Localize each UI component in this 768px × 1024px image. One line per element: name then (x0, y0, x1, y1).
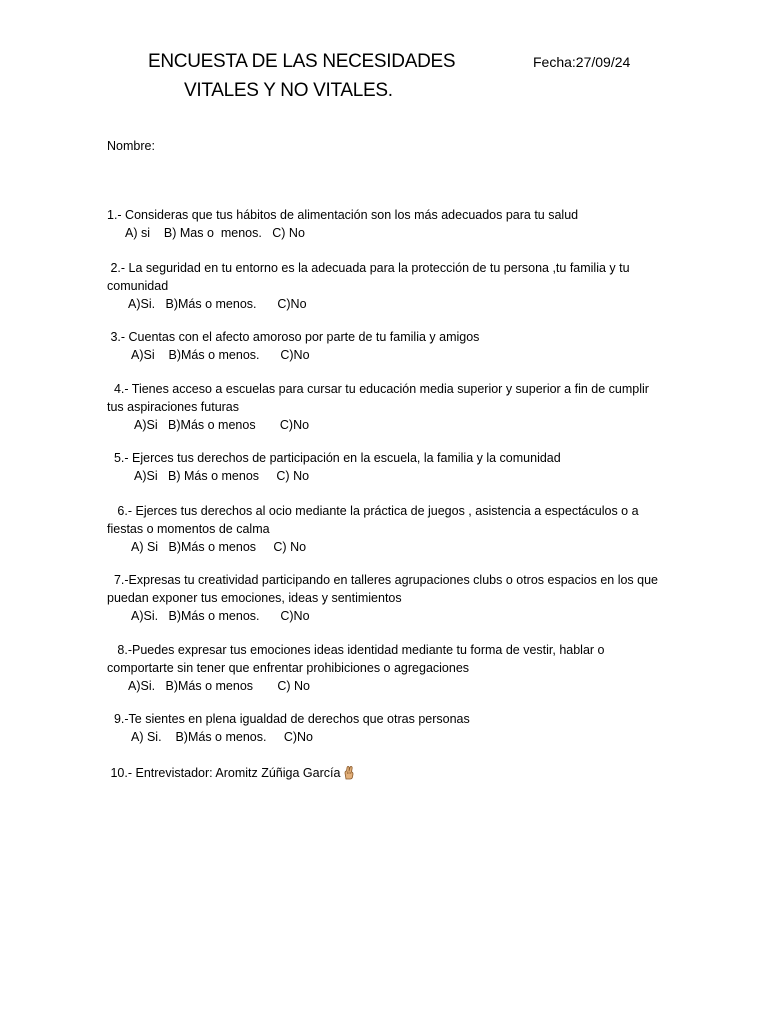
question-options: A)Si B)Más o menos C)No (134, 418, 310, 432)
name-label: Nombre: (107, 139, 155, 153)
interviewer-text (107, 764, 667, 782)
date-label: Fecha:27/09/24 (533, 54, 631, 70)
question-text: comunidad (107, 279, 169, 293)
question-options: A)Si. B)Más o menos. C)No (131, 609, 310, 623)
interviewer-label: 10.- Entrevistador: Aromitz Zúñiga García (107, 766, 341, 780)
question-9 (107, 710, 667, 746)
question-text: tus aspiraciones futuras (107, 400, 240, 414)
question-7 (107, 571, 667, 625)
question-1 (107, 206, 667, 242)
survey-title-line2: VITALES Y NO VITALES. (184, 80, 393, 101)
question-2 (107, 259, 667, 313)
interviewer-line (107, 764, 667, 782)
question-text: puedan exponer tus emociones, ideas y sentimientos (107, 591, 402, 605)
question-8 (107, 641, 667, 695)
question-options: A)Si. B)Más o menos C) No (128, 679, 310, 693)
hand-crossed-fingers-icon (343, 765, 355, 780)
question-text: 8.-Puedes expresar tus emociones ideas identidad mediante tu forma de vestir, hablar o (107, 643, 605, 657)
question-6 (107, 502, 667, 556)
question-options: A) Si. B)Más o menos. C)No (131, 730, 313, 744)
question-5 (107, 449, 667, 485)
question-text: 3.- Cuentas con el afecto amoroso por parte de tu familia y amigos (107, 330, 480, 344)
question-options: A)Si B)Más o menos. C)No (131, 348, 310, 362)
question-text: 2.- La seguridad en tu entorno es la adecuada para la protección de tu persona ,tu familia y tu (107, 261, 630, 275)
question-text: 6.- Ejerces tus derechos al ocio mediante la práctica de juegos , asistencia a espectáculos o a (107, 504, 639, 518)
question-options: A)Si B) Más o menos C) No (134, 469, 310, 483)
question-text: 7.-Expresas tu creatividad participando en talleres agrupaciones clubs o otros espacios en los que (107, 573, 659, 587)
question-text: 1.- Consideras que tus hábitos de alimentación son los más adecuados para tu salud (107, 208, 579, 222)
question-3 (107, 328, 667, 364)
question-text: comportarte sin tener que enfrentar prohibiciones o agregaciones (107, 661, 470, 675)
survey-title-line1: ENCUESTA DE LAS NECESIDADES (148, 51, 456, 72)
question-text: 9.-Te sientes en plena igualdad de derechos que otras personas (107, 712, 470, 726)
question-4 (107, 380, 667, 434)
question-text: fiestas o momentos de calma (107, 522, 270, 536)
question-options: A)Si. B)Más o menos. C)No (128, 297, 307, 311)
question-options: A) Si B)Más o menos C) No (131, 540, 307, 554)
question-text: 5.- Ejerces tus derechos de participación en la escuela, la familia y la comunidad (107, 451, 561, 465)
question-text: 4.- Tienes acceso a escuelas para cursar tu educación media superior y superior a fin de cumplir (107, 382, 649, 396)
question-options: A) si B) Mas o menos. C) No (125, 226, 305, 240)
